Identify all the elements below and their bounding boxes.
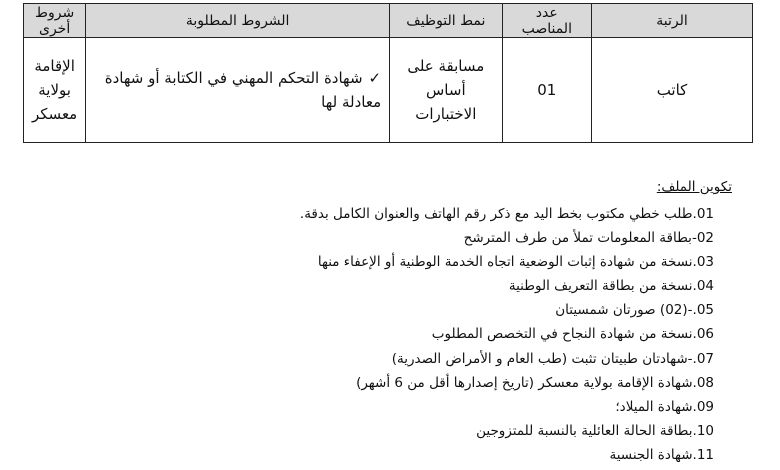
cell-requirements xyxy=(86,38,390,143)
header-positions: عدد المناصب xyxy=(502,4,592,38)
check-mark-icon: ✓ xyxy=(368,69,382,87)
list-item: 06.نسخة من شهادة النجاح في التخصص المطلوب xyxy=(431,326,714,343)
header-other-conditions: شروط أخرى xyxy=(24,4,86,38)
list-item: 02-بطاقة المعلومات تملأ من طرف المترشح xyxy=(463,230,714,247)
cell-positions: 01 xyxy=(502,38,592,143)
jobs-table xyxy=(23,3,753,143)
list-item: 09.شهادة الميلاد؛ xyxy=(615,398,714,415)
header-requirements: الشروط المطلوبة xyxy=(86,4,390,38)
list-item: 08.شهادة الإقامة بولاية معسكر (تاريخ إصدارها أقل من 6 أشهر) xyxy=(356,374,714,391)
list-item: 01.طلب خطي مكتوب بخط اليد مع ذكر رقم الهاتف والعنوان الكامل بدقة. xyxy=(299,206,714,222)
requirements-text: شهادة التحكم المهني في الكتابة أو شهادة معادلة لها xyxy=(104,69,382,111)
table-row xyxy=(24,38,753,143)
table-header-row xyxy=(24,4,753,38)
list-item: 10.بطاقة الحالة العائلية بالنسبة للمتزوجين xyxy=(476,422,714,439)
documents-list xyxy=(82,202,732,467)
file-title: تكوين الملف: xyxy=(656,179,732,195)
list-item: 03.نسخة من شهادة إثبات الوضعية اتجاه الخدمة الوطنية أو الإعفاء منها xyxy=(317,254,714,271)
cell-recruitment-mode: مسابقة على أساس الاختبارات xyxy=(390,38,502,143)
file-composition-section xyxy=(82,176,732,467)
header-rank: الرتبة xyxy=(592,4,753,38)
list-item: 04.نسخة من بطاقة التعريف الوطنية xyxy=(508,278,714,295)
cell-rank: كاتب xyxy=(592,38,753,143)
list-item: 05.-(02) صورتان شمسيتان xyxy=(555,302,714,319)
cell-other-conditions: الإقامة بولاية معسكر xyxy=(24,38,86,143)
list-item: 07.-شهادتان طبيتان تثبت (طب العام و الأمراض الصدرية) xyxy=(391,350,714,367)
header-recruitment-mode: نمط التوظيف xyxy=(390,4,502,38)
list-item: 11.شهادة الجنسية xyxy=(609,446,714,463)
